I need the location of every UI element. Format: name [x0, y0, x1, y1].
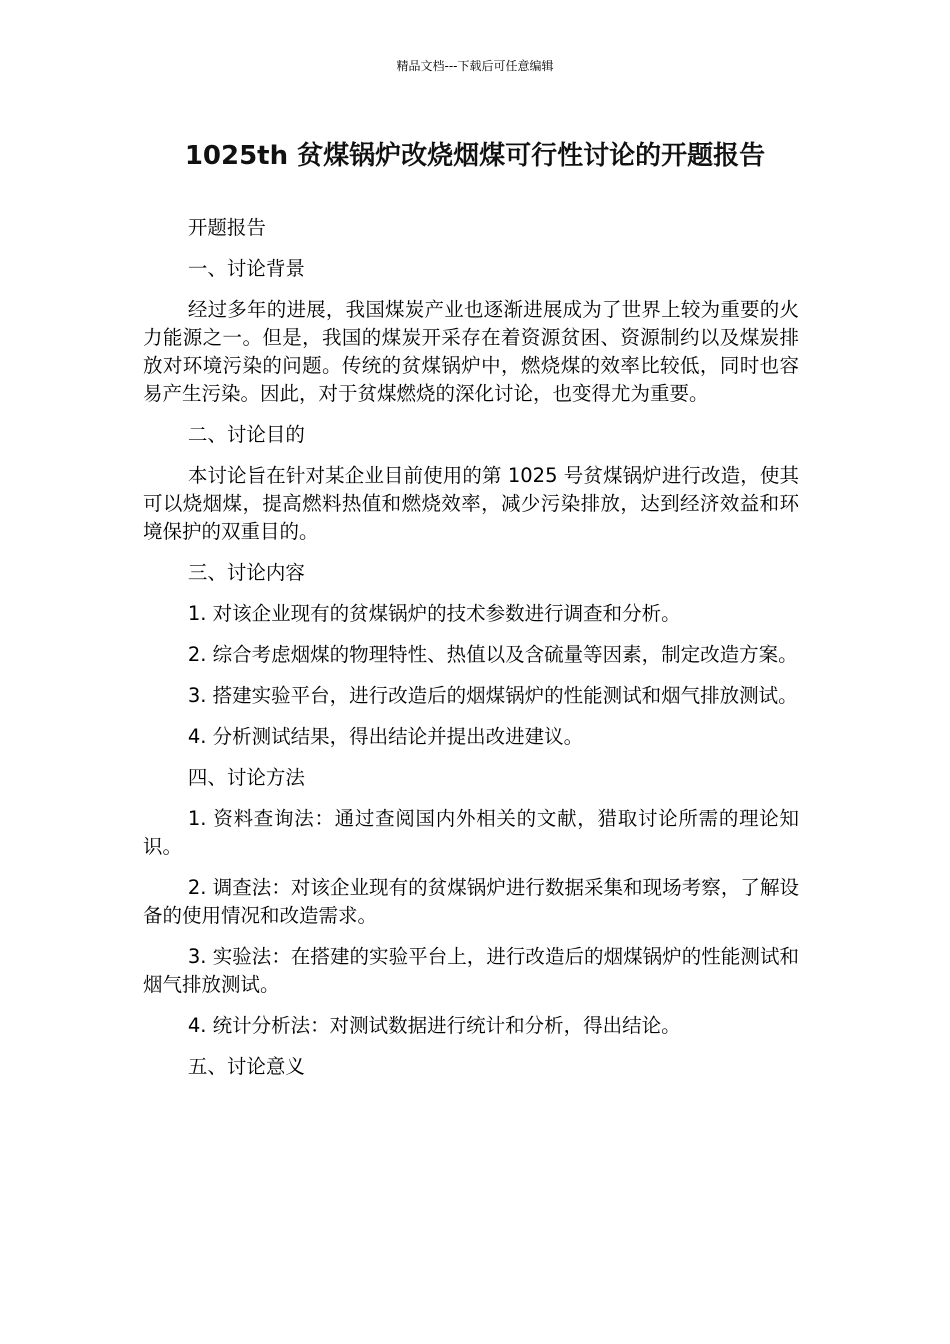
paragraph-background: 经过多年的进展，我国煤炭产业也逐渐进展成为了世界上较为重要的火力能源之一。但是，我国的煤炭开采存在着资源贫困、资源制约以及煤炭排放对环境污染的问题。传统的贫煤锅炉中，燃烧煤的效率比较低，同时也容易产生污染。因此，对于贫煤燃烧的深化讨论，也变得尤为重要。	[143, 298, 799, 405]
section-heading-purpose: 二、讨论目的	[187, 423, 305, 446]
list-item-content-3: 3. 搭建实验平台，进行改造后的烟煤锅炉的性能测试和烟气排放测试。	[187, 684, 798, 707]
document-body	[143, 214, 799, 1094]
list-item-method-4: 4. 统计分析法：对测试数据进行统计和分析，得出结论。	[187, 1014, 681, 1037]
list-item-method-2: 2. 调查法：对该企业现有的贫煤锅炉进行数据采集和现场考察，了解设备的使用情况和改造需求。	[143, 876, 799, 927]
section-heading-content: 三、讨论内容	[187, 561, 305, 584]
section-heading-background: 一、讨论背景	[187, 257, 305, 280]
list-item-content-4: 4. 分析测试结果，得出结论并提出改进建议。	[187, 725, 584, 748]
list-item-content-1: 1. 对该企业现有的贫煤锅炉的技术参数进行调查和分析。	[187, 602, 681, 625]
section-heading-significance: 五、讨论意义	[187, 1055, 305, 1078]
header-note: 精品文档---下载后可任意编辑	[396, 59, 554, 73]
list-item-content-2: 2. 综合考虑烟煤的物理特性、热值以及含硫量等因素，制定改造方案。	[187, 643, 798, 666]
list-item-method-3: 3. 实验法：在搭建的实验平台上，进行改造后的烟煤锅炉的性能测试和烟气排放测试。	[143, 945, 799, 996]
section-heading-methods: 四、讨论方法	[187, 766, 305, 789]
document-title: 1025th 贫煤锅炉改烧烟煤可行性讨论的开题报告	[184, 141, 766, 171]
list-item-method-1: 1. 资料查询法：通过查阅国内外相关的文献，猎取讨论所需的理论知识。	[143, 807, 799, 858]
paragraph-heading-report: 开题报告	[187, 216, 266, 239]
paragraph-purpose: 本讨论旨在针对某企业目前使用的第 1025 号贫煤锅炉进行改造，使其可以烧烟煤，提高燃料热值和燃烧效率，减少污染排放，达到经济效益和环境保护的双重目的。	[143, 464, 799, 543]
